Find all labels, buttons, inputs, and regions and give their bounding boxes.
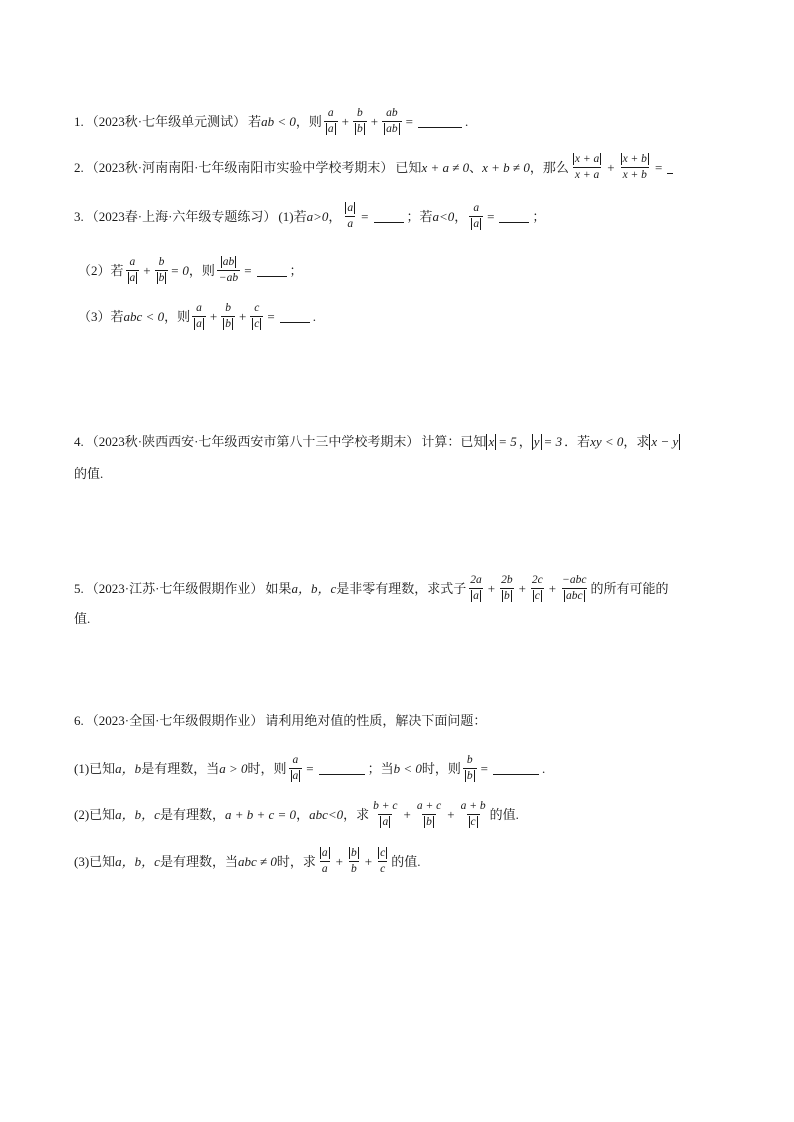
fraction: $\frac{ab}{ab}$ [382, 107, 402, 136]
answer-blank [499, 221, 529, 223]
question-6-part-2: (2)已知 a，b，c 是有理数， a + b + c = 0 ， abc<0 ，求 $\frac{b + c}{a}$ + $\frac{a + c}{b}$ + $\frac{a + b}{c}$ 的值. [74, 800, 519, 828]
fraction: $\frac{2b}{b}$ [501, 574, 513, 602]
fraction: $\frac{c}{c}$ [250, 302, 263, 331]
fraction: $\frac{b}{b}$ [353, 107, 367, 136]
question-number: 6. [74, 713, 84, 728]
condition: abc < 0 [123, 308, 165, 324]
fraction: $\frac{a}{a}$ [469, 202, 483, 231]
fraction: $\frac{\text{−abc}}{\text{abc}}$ [562, 574, 587, 602]
fraction: $\frac{x + a}{x + a}$ [574, 153, 600, 181]
condition: a + b + c = 0 [224, 806, 297, 822]
question-text: 若 [248, 113, 262, 129]
fraction: $\frac{b}{b}$ [350, 847, 357, 875]
question-number: 1. [74, 113, 84, 129]
answer-blank [319, 773, 365, 775]
question-6: 6. （2023·全国·七年级假期作业） 请利用绝对值的性质，解决下面问题： [74, 713, 487, 728]
question-3: 3. （2023春·上海·六年级专题练习） (1) 若 a>0 ， $\frac{a}{a}$ = ；若 a<0 ， $\frac{a}{a}$ = ； [74, 202, 546, 230]
question-3-part-3: （3） 若 abc < 0 ，则 $\frac{a}{a}$ + $\frac{b}{b}$ + $\frac{c}{c}$ = . [78, 302, 316, 330]
question-number: 5. [74, 580, 84, 596]
condition: ab < 0 [261, 113, 296, 129]
question-text: 已知 [395, 159, 422, 175]
fraction: $\frac{c}{c}$ [380, 847, 386, 875]
fraction: $\frac{a}{a}$ [324, 107, 338, 136]
fraction: $\frac{a + c}{b}$ [416, 800, 442, 828]
question-text: ，那么 [529, 159, 569, 175]
question-source: （2023春·上海·六年级专题练习） [85, 208, 277, 224]
fraction: $\frac{a}{a}$ [192, 302, 206, 331]
condition: a<0 [432, 208, 455, 224]
answer-blank [374, 221, 404, 223]
question-number: 4. [74, 434, 84, 449]
question-5-line-2: 值. [74, 611, 91, 626]
condition: abc ≠ 0 [237, 853, 277, 869]
condition: x + b ≠ 0 [482, 159, 530, 175]
question-source: （2023秋·七年级单元测试） [85, 113, 247, 129]
answer-blank [493, 773, 539, 775]
fraction: $\frac{b}{b}$ [221, 302, 235, 331]
fraction: $\frac{b + c}{a}$ [373, 800, 398, 828]
question-number: 2. [74, 159, 84, 175]
answer-blank [280, 321, 310, 323]
fraction: $\frac{a + b}{c}$ [460, 800, 486, 828]
question-source: （2023秋·陕西西安·七年级西安市第八十三中学校考期末） [85, 434, 420, 449]
question-source: （2023秋·河南南阳·七年级南阳市实验中学校考期末） [85, 159, 394, 175]
answer-blank [667, 172, 673, 174]
question-4-line-2: 的值. [74, 466, 104, 481]
question-1: 1. （2023秋·七年级单元测试） 若 ab < 0 ，则 $\frac{a}{a}$ + $\frac{b}{b}$ + $\frac{ab}{ab}$ = . [74, 107, 469, 135]
fraction: $\frac{a}{a}$ [321, 847, 328, 875]
condition: abc<0 [309, 806, 344, 822]
fraction: $\frac{2c}{c}$ [531, 574, 543, 602]
fraction: $\frac{x + b}{x + b}$ [622, 153, 647, 181]
question-5: 5. （2023·江苏·七年级假期作业） 如果 a，b，c 是非零有理数，求式子 $\frac{2a}{a}$ + $\frac{2b}{b}$ + $\frac{2c}{c}$ + $\frac{\text{−abc}}{\text{abc}}$ 的所有可能的 [74, 574, 669, 602]
fraction: $\frac{b}{b}$ [155, 256, 169, 285]
fraction: $\frac{a}{a}$ [126, 256, 140, 285]
fraction: $\frac{b}{b}$ [463, 754, 477, 783]
condition: xy < 0 [590, 434, 624, 449]
condition: a>0 [306, 208, 329, 224]
fraction: $\frac{ab}{-ab}$ [218, 256, 239, 284]
abs-value: x [488, 434, 495, 449]
abs-value: y [533, 434, 540, 449]
question-6-part-3: (3)已知 a，b，c 是有理数，当 abc ≠ 0 时，求 $\frac{a}{a}$ + $\frac{b}{b}$ + $\frac{c}{c}$ 的值. [74, 847, 421, 875]
question-3-part-2: （2） 若 $\frac{a}{a}$ + $\frac{b}{b}$ = 0 ，则 $\frac{ab}{-ab}$ = ； [78, 256, 303, 284]
abs-value: x − y [651, 434, 679, 449]
question-text: ，则 [295, 113, 322, 129]
question-number: 3. [74, 208, 84, 224]
question-6-part-1: (1)已知 a，b 是有理数，当 a > 0 时，则 $\frac{a}{a}$ = ；当 b < 0 时，则 $\frac{b}{b}$ = . [74, 754, 546, 782]
condition: a > 0 [219, 760, 248, 776]
fraction: $\frac{a}{a}$ [289, 754, 303, 783]
question-2: 2. （2023秋·河南南阳·七年级南阳市实验中学校考期末） 已知 x + a ≠ 0 、 x + b ≠ 0 ，那么 $\frac{x + a}{x + a}$ + $\frac{x + b}{x + b}$ = [74, 153, 676, 182]
question-source: （2023·全国·七年级假期作业） [85, 713, 264, 728]
question-source: （2023·江苏·七年级假期作业） [85, 580, 264, 596]
question-4: 4. （2023秋·陕西西安·七年级西安市第八十三中学校考期末） 计算：已知 x = 5 ， y = 3 ．若 xy < 0 ，求 x − y [74, 434, 679, 449]
condition: b < 0 [393, 760, 422, 776]
fraction: $\frac{2a}{a}$ [470, 574, 482, 602]
fraction: $\frac{a}{a}$ [347, 202, 354, 230]
condition: x + a ≠ 0 [421, 159, 470, 175]
answer-blank [418, 126, 462, 128]
answer-blank [257, 275, 287, 277]
